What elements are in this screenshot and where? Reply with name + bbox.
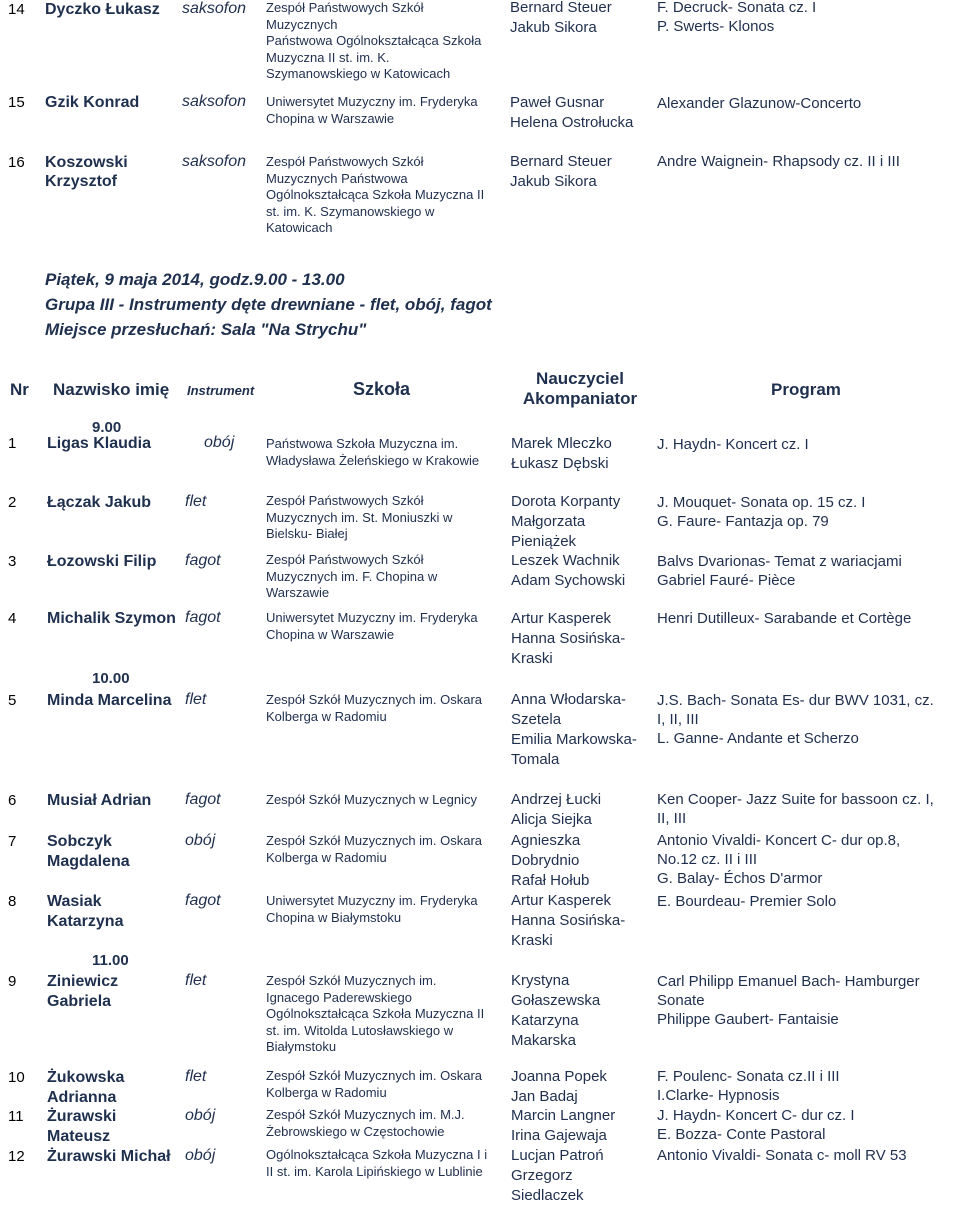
participant-name: Ziniewicz Gabriela bbox=[47, 973, 119, 1010]
instrument: obój bbox=[204, 434, 235, 451]
teachers: Marek Mleczko Łukasz Dębski bbox=[511, 435, 612, 472]
participant-name: Żurawski Michał bbox=[47, 1148, 171, 1165]
program: Carl Philipp Emanuel Bach- Hamburger Sonate Philippe Gaubert- Fantaisie bbox=[657, 973, 920, 1028]
program: J. Haydn- Koncert cz. I bbox=[657, 436, 809, 453]
program: Balvs Dvarionas- Temat z wariacjami Gabriel Fauré- Pièce bbox=[657, 553, 902, 589]
school: Zespół Państwowych Szkół Muzycznych im. St. Moniuszki w Bielsku- Białej bbox=[266, 493, 453, 542]
instrument: saksofon bbox=[182, 0, 247, 17]
participant-name: Minda Marcelina bbox=[47, 692, 172, 709]
row-number: 16 bbox=[8, 154, 25, 171]
school: Zespół Państwowych Szkół Muzycznych Państwowa Ogólnokształcąca Szkoła Muzyczna II st. im. K. Szymanowskiego w Katowicach bbox=[266, 154, 485, 236]
teachers: Andrzej Łucki Alicja Siejka bbox=[511, 791, 602, 828]
program: Ken Cooper- Jazz Suite for bassoon cz. I, II, III bbox=[657, 791, 934, 827]
header-teacher: Nauczyciel Akompaniator bbox=[522, 369, 638, 408]
school: Zespół Szkół Muzycznych im. Oskara Kolberga w Radomiu bbox=[266, 833, 483, 865]
row-number: 10 bbox=[8, 1069, 25, 1086]
session-date: Piątek, 9 maja 2014, godz.9.00 - 13.00 bbox=[45, 270, 345, 289]
participant-name: Łączak Jakub bbox=[47, 494, 152, 511]
time-marker: 11.00 bbox=[92, 952, 129, 969]
teachers: Artur Kasperek Hanna Sosińska- Kraski bbox=[511, 610, 626, 667]
row-number: 9 bbox=[8, 973, 17, 990]
participant-name: Wasiak Katarzyna bbox=[47, 893, 124, 930]
row-number: 3 bbox=[8, 553, 17, 570]
participant-name: Dyczko Łukasz bbox=[45, 1, 160, 18]
program: J.S. Bach- Sonata Es- dur BWV 1031, cz. I, II, III L. Ganne- Andante et Scherzo bbox=[657, 692, 934, 747]
instrument: flet bbox=[185, 691, 207, 708]
program: F. Decruck- Sonata cz. I P. Swerts- Klonos bbox=[657, 0, 817, 35]
teachers: Bernard Steuer Jakub Sikora bbox=[510, 0, 612, 36]
school: Zespół Szkół Muzycznych im. M.J. Żebrowskiego w Częstochowie bbox=[266, 1107, 465, 1139]
instrument: saksofon bbox=[182, 153, 247, 170]
participant-name: Żurawski Mateusz bbox=[47, 1108, 117, 1145]
time-marker: 9.00 bbox=[92, 419, 122, 436]
program: F. Poulenc- Sonata cz.II i III I.Clarke- Hypnosis bbox=[657, 1068, 840, 1104]
row-number: 15 bbox=[8, 94, 25, 111]
school: Zespół Państwowych Szkół Muzycznych im. F. Chopina w Warszawie bbox=[266, 552, 438, 601]
instrument: flet bbox=[185, 493, 207, 510]
teachers: Dorota Korpanty Małgorzata Pieniążek bbox=[511, 493, 621, 550]
teachers: Bernard Steuer Jakub Sikora bbox=[510, 153, 612, 190]
time-marker: 10.00 bbox=[92, 670, 130, 687]
instrument: fagot bbox=[185, 552, 221, 569]
row-number: 6 bbox=[8, 792, 17, 809]
participant-name: Michalik Szymon bbox=[47, 610, 176, 627]
participant-name: Gzik Konrad bbox=[45, 94, 140, 111]
instrument: fagot bbox=[185, 791, 221, 808]
header-name: Nazwisko imię bbox=[53, 380, 170, 399]
school: Państwowa Szkoła Muzyczna im. Władysława Żeleńskiego w Krakowie bbox=[266, 436, 480, 468]
row-number: 14 bbox=[8, 1, 25, 18]
header-program: Program bbox=[771, 380, 841, 399]
school: Uniwersytet Muzyczny im. Fryderyka Chopina w Białymstoku bbox=[266, 893, 478, 925]
participant-name: Żukowska Adrianna bbox=[47, 1069, 125, 1106]
group-title: Grupa III - Instrumenty dęte drewniane - flet, obój, fagot bbox=[45, 295, 492, 314]
school: Zespół Szkół Muzycznych im. Oskara Kolberga w Radomiu bbox=[266, 1068, 483, 1100]
teachers: Marcin Langner Irina Gajewaja bbox=[511, 1107, 616, 1144]
header-instrument: Instrument bbox=[187, 383, 255, 398]
teachers: Joanna Popek Jan Badaj bbox=[511, 1068, 607, 1105]
school: Zespół Szkół Muzycznych im. Ignacego Paderewskiego Ogólnokształcąca Szkoła Muzyczna II st. im. Witolda Lutosławskiego w Białymstoku bbox=[266, 973, 485, 1055]
teachers: Leszek Wachnik Adam Sychowski bbox=[511, 552, 626, 589]
header-nr: Nr bbox=[10, 380, 29, 399]
instrument: obój bbox=[185, 1107, 216, 1124]
row-number: 12 bbox=[8, 1148, 25, 1165]
school: Zespół Szkół Muzycznych im. Oskara Kolberga w Radomiu bbox=[266, 692, 483, 724]
teachers: Agnieszka Dobrydnio Rafał Hołub bbox=[511, 832, 590, 889]
teachers: Lucjan Patroń Grzegorz Siedlaczek bbox=[511, 1147, 604, 1204]
program: Alexander Glazunow-Concerto bbox=[657, 95, 862, 112]
program: J. Mouquet- Sonata op. 15 cz. I G. Faure- Fantazja op. 79 bbox=[657, 494, 866, 530]
participant-name: Sobczyk Magdalena bbox=[47, 833, 130, 870]
school: Uniwersytet Muzyczny im. Fryderyka Chopina w Warszawie bbox=[266, 610, 478, 642]
instrument: obój bbox=[185, 1147, 216, 1164]
row-number: 7 bbox=[8, 833, 17, 850]
header-school: Szkoła bbox=[353, 379, 411, 399]
instrument: flet bbox=[185, 972, 207, 989]
teachers: Krystyna Gołaszewska Katarzyna Makarska bbox=[511, 972, 601, 1049]
teachers: Artur Kasperek Hanna Sosińska- Kraski bbox=[511, 892, 626, 949]
instrument: saksofon bbox=[182, 93, 247, 110]
school: Ogólnokształcąca Szkoła Muzyczna I i II st. im. Karola Lipińskiego w Lublinie bbox=[266, 1147, 488, 1179]
row-number: 2 bbox=[8, 494, 17, 511]
teachers: Anna Włodarska- Szetela Emilia Markowska- Tomala bbox=[511, 691, 637, 768]
row-number: 5 bbox=[8, 692, 17, 709]
instrument: obój bbox=[185, 832, 216, 849]
participant-name: Łozowski Filip bbox=[47, 553, 157, 570]
participant-name: Koszowski Krzysztof bbox=[45, 154, 128, 190]
program: J. Haydn- Koncert C- dur cz. I E. Bozza- Conte Pastoral bbox=[657, 1107, 855, 1143]
instrument: fagot bbox=[185, 609, 221, 626]
program: Andre Waignein- Rhapsody cz. II i III bbox=[657, 153, 900, 170]
teachers: Paweł Gusnar Helena Ostrołucka bbox=[510, 94, 634, 131]
program: Antonio Vivaldi- Sonata c- moll RV 53 bbox=[657, 1147, 907, 1164]
program: E. Bourdeau- Premier Solo bbox=[657, 893, 837, 910]
participant-name: Ligas Klaudia bbox=[47, 435, 152, 452]
instrument: flet bbox=[185, 1068, 207, 1085]
row-number: 11 bbox=[8, 1108, 24, 1125]
school: Zespół Szkół Muzycznych w Legnicy bbox=[266, 792, 477, 807]
row-number: 1 bbox=[8, 435, 17, 452]
venue: Miejsce przesłuchań: Sala "Na Strychu" bbox=[45, 320, 367, 339]
program: Antonio Vivaldi- Koncert C- dur op.8, No.12 cz. II i III G. Balay- Échos D'armor bbox=[657, 832, 901, 887]
program: Henri Dutilleux- Sarabande et Cortège bbox=[657, 610, 912, 627]
row-number: 4 bbox=[8, 610, 17, 627]
school: Zespół Państwowych Szkół Muzycznych Państwowa Ogólnokształcąca Szkoła Muzyczna II st. im. K. Szymanowskiego w Katowicach bbox=[266, 0, 482, 82]
instrument: fagot bbox=[185, 892, 221, 909]
school: Uniwersytet Muzyczny im. Fryderyka Chopina w Warszawie bbox=[266, 94, 478, 126]
participant-name: Musiał Adrian bbox=[47, 792, 152, 809]
row-number: 8 bbox=[8, 893, 17, 910]
